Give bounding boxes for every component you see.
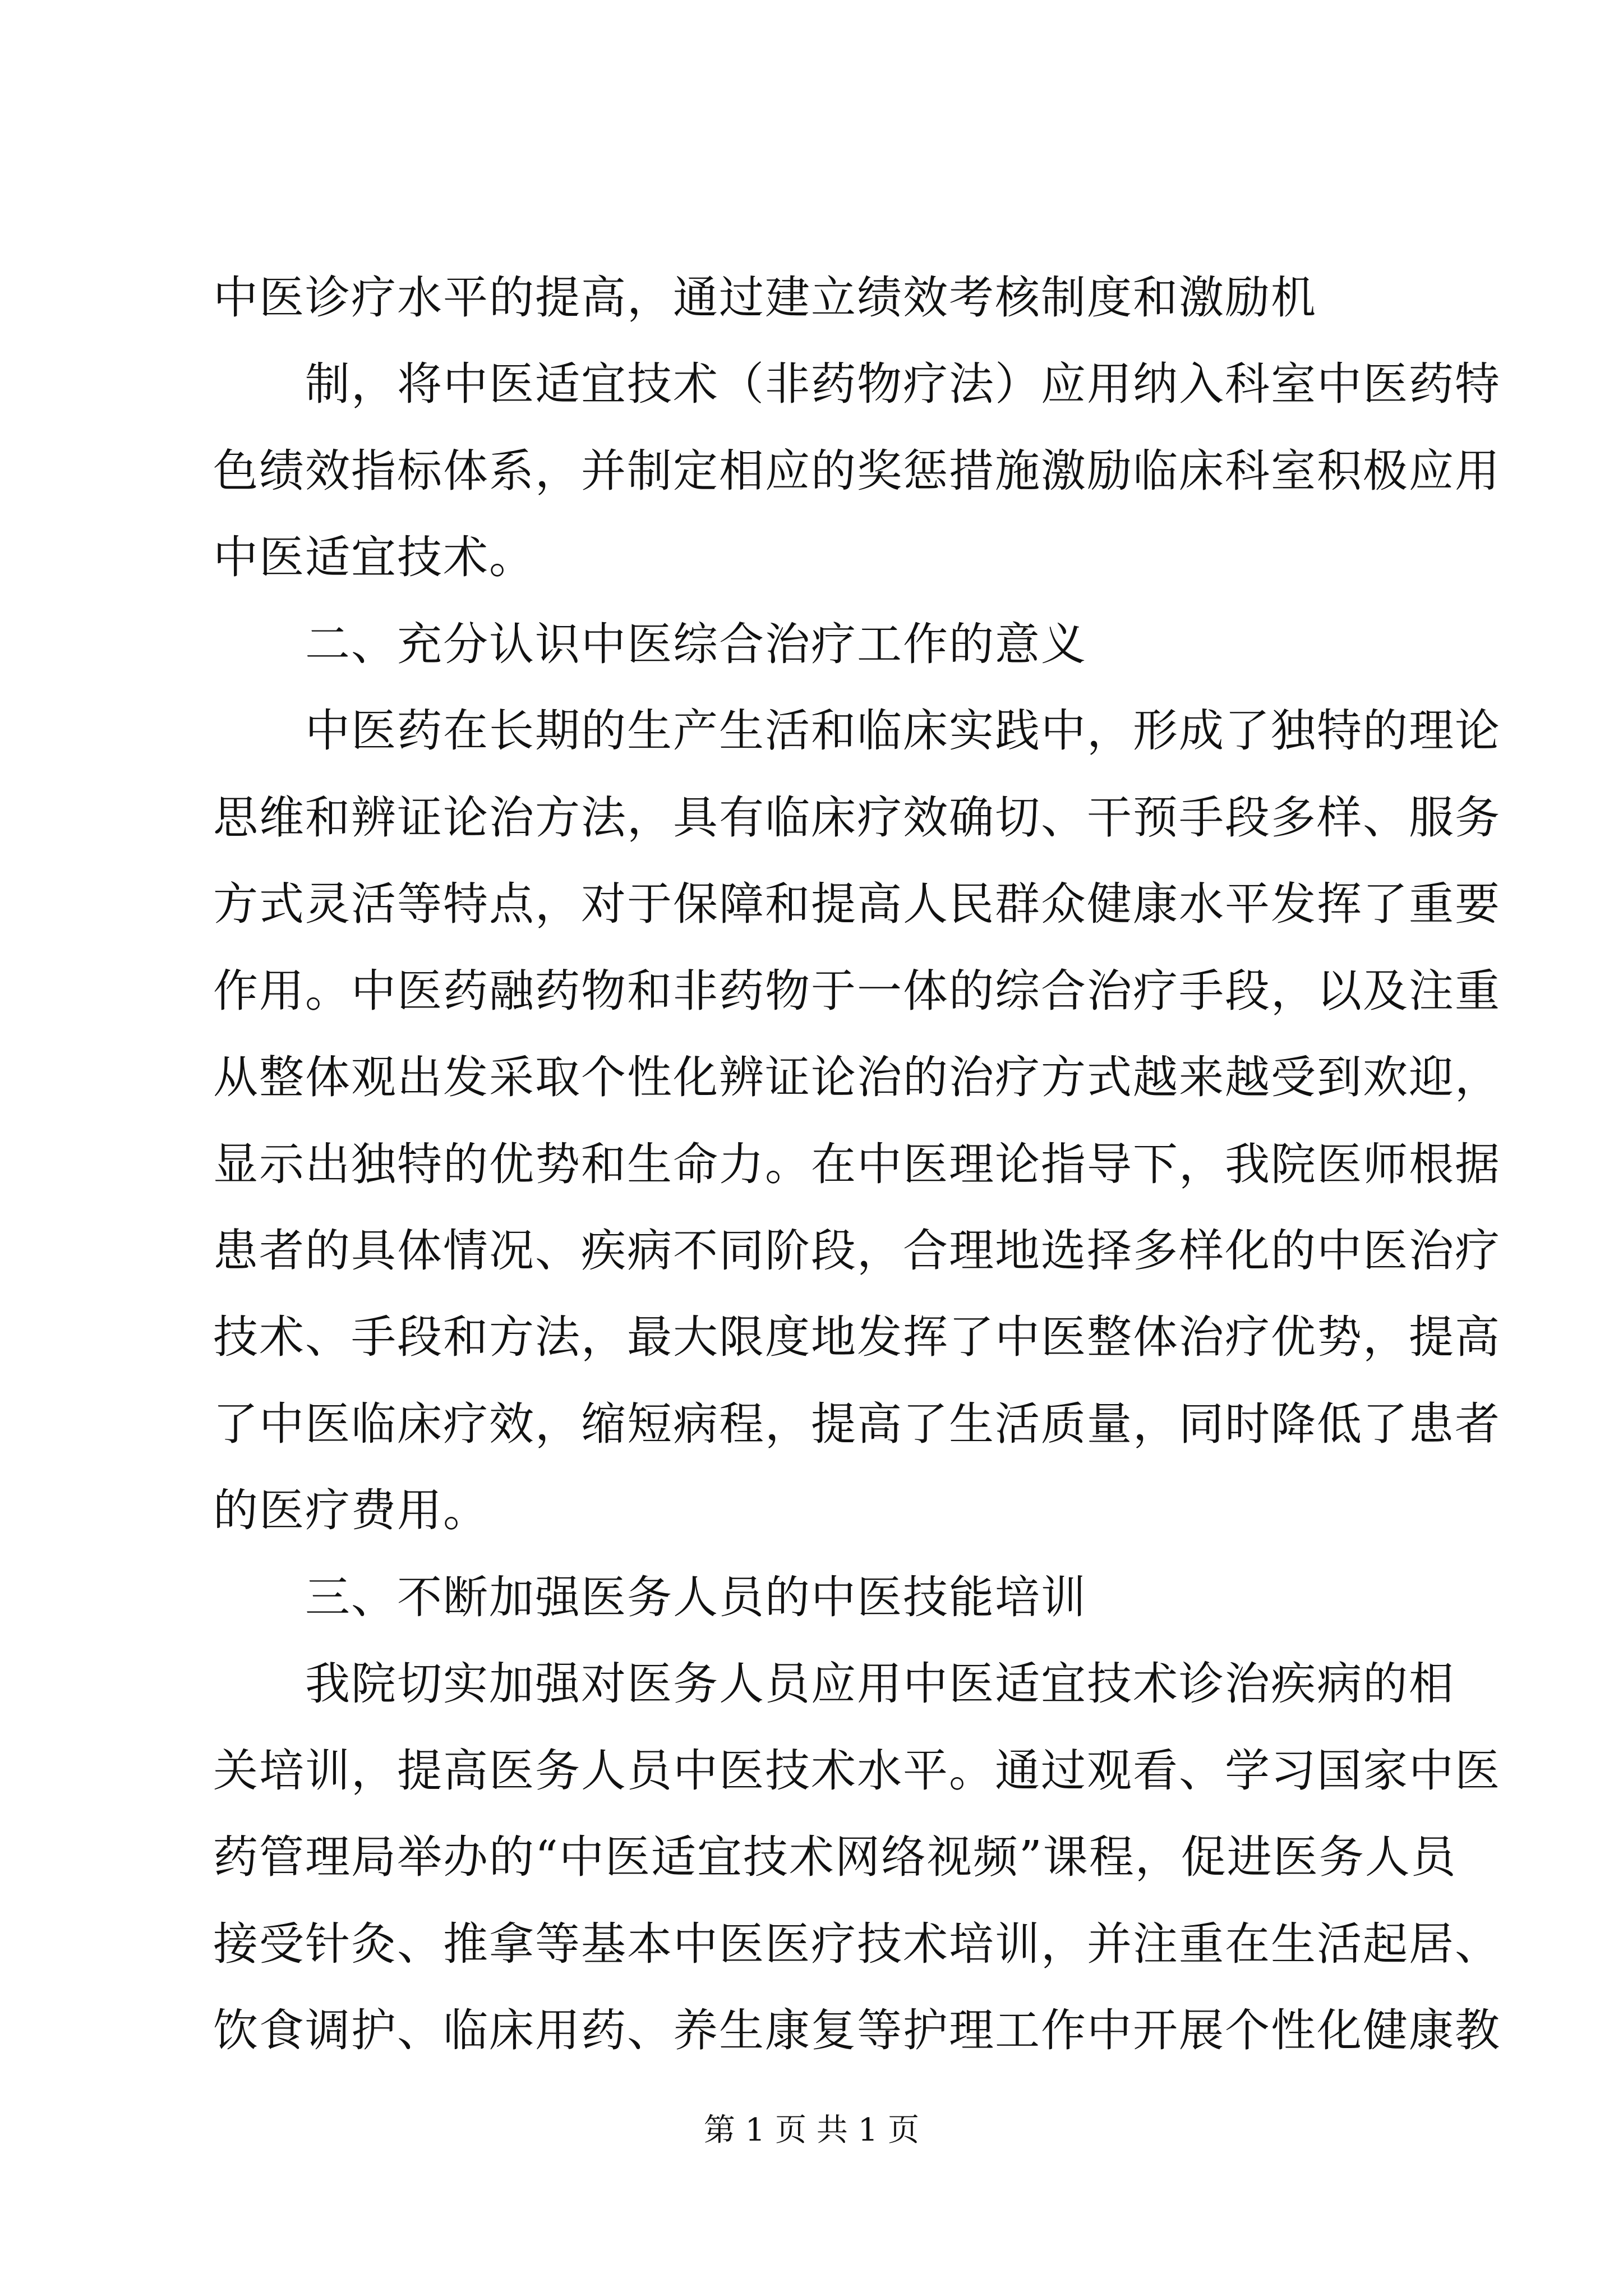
text-line: 方式灵活等特点，对于保障和提高人民群众健康水平发挥了重要 [213, 878, 1501, 930]
section-heading: 二、充分认识中医综合治疗工作的意义 [213, 618, 1087, 670]
text-line: 技术、手段和方法，最大限度地发挥了中医整体治疗优势，提高 [213, 1311, 1501, 1363]
page-footer: 第 1 页 共 1 页 [703, 2112, 920, 2148]
text-line: 关培训，提高医务人员中医技术水平。通过观看、学习国家中医 [213, 1745, 1501, 1797]
text-line: 了中医临床疗效，缩短病程，提高了生活质量，同时降低了患者 [213, 1398, 1501, 1450]
text-line: 制，将中医适宜技术（非药物疗法）应用纳入科室中医药特 [213, 358, 1501, 410]
text-line: 药管理局举办的“中医适宜技术网络视频”课程，促进医务人员 [213, 1831, 1457, 1883]
text-line: 饮食调护、临床用药、养生康复等护理工作中开展个性化健康教 [213, 2004, 1501, 2056]
text-line: 中医药在长期的生产生活和临床实践中，形成了独特的理论 [213, 705, 1501, 757]
text-line: 从整体观出发采取个性化辨证论治的治疗方式越来越受到欢迎， [213, 1051, 1501, 1103]
text-line: 中医适宜技术。 [213, 531, 535, 583]
text-line: 色绩效指标体系，并制定相应的奖惩措施激励临床科室积极应用 [213, 445, 1501, 497]
text-line: 接受针灸、推拿等基本中医医疗技术培训，并注重在生活起居、 [213, 1918, 1501, 1970]
text-line: 显示出独特的优势和生命力。在中医理论指导下，我院医师根据 [213, 1138, 1501, 1190]
text-line: 患者的具体情况、疾病不同阶段，合理地选择多样化的中医治疗 [213, 1225, 1501, 1277]
text-line: 思维和辨证论治方法，具有临床疗效确切、干预手段多样、服务 [213, 792, 1501, 844]
text-line: 中医诊疗水平的提高，通过建立绩效考核制度和激励机 [213, 272, 1317, 324]
text-line: 作用。中医药融药物和非药物于一体的综合治疗手段，以及注重 [213, 965, 1501, 1017]
text-line: 我院切实加强对医务人员应用中医适宜技术诊治疾病的相 [213, 1658, 1455, 1710]
section-heading: 三、不断加强医务人员的中医技能培训 [213, 1571, 1087, 1623]
text-line: 的医疗费用。 [213, 1484, 489, 1536]
